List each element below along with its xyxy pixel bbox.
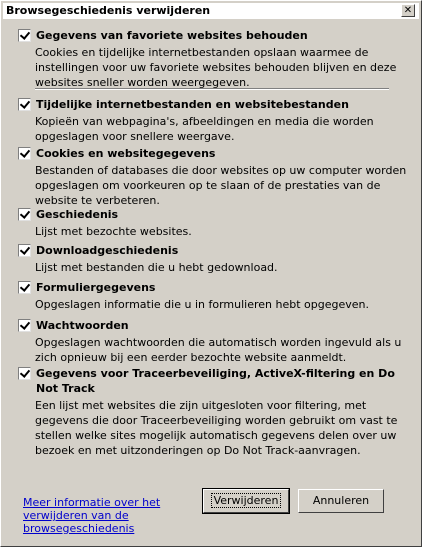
option-description: Een lijst met websites die zijn uitgesloten voor filtering, met gegevens die door Traceerbeveiliging worden gebruikt om vast te stellen welke sites mogelijk automatisch gegevens delen over uw bezoek en met uitzonderingen op Do Not Track-aanvragen. [35, 399, 398, 457]
option-form-data [18, 280, 408, 312]
title-bar [3, 3, 419, 19]
option-label[interactable]: Wachtwoorden [36, 319, 129, 332]
option-description: Kopieën van webpagina's, afbeeldingen en media die worden opgeslagen voor snellere weergave. [35, 115, 374, 143]
option-passwords [18, 318, 408, 365]
option-label[interactable]: Downloadgeschiedenis [36, 244, 179, 257]
option-download-history [18, 243, 408, 275]
cancel-button[interactable] [298, 489, 384, 513]
cancel-button-label: Annuleren [312, 494, 370, 507]
delete-button[interactable] [203, 489, 289, 513]
option-temporary-files [18, 97, 408, 144]
passwords-checkbox[interactable] [18, 319, 31, 332]
option-cookies [18, 146, 408, 208]
option-label[interactable]: Gegevens van favoriete websites behouden [36, 29, 308, 42]
download-history-checkbox[interactable] [18, 244, 31, 257]
option-label[interactable]: Geschiedenis [36, 208, 119, 221]
history-checkbox[interactable] [18, 208, 31, 221]
option-preserve-favorites [18, 28, 408, 90]
delete-button-label: Verwijderen [213, 494, 279, 507]
form-data-checkbox[interactable] [18, 281, 31, 294]
preserve-favorites-checkbox[interactable] [18, 29, 31, 42]
close-button[interactable] [401, 4, 415, 17]
option-label[interactable]: Gegevens voor Traceerbeveiliging, ActiveX-filtering en Do Not Track [36, 367, 395, 395]
option-description: Opgeslagen wachtwoorden die automatisch worden ingevuld als u zich opnieuw bij een eerder bezochte website aanmeldt. [35, 336, 402, 364]
option-description: Lijst met bestanden die u hebt gedownload. [35, 261, 278, 274]
option-label[interactable]: Tijdelijke internetbestanden en websitebestanden [36, 98, 349, 111]
option-label[interactable]: Cookies en websitegegevens [36, 147, 216, 160]
option-description: Bestanden of databases die door websites op uw computer worden opgeslagen om voorkeuren op te slaan of de prestaties van de website te verbeteren. [35, 164, 407, 207]
option-description: Cookies en tijdelijke internetbestanden opslaan waarmee de instellingen voor uw favoriete websites behouden blijven en deze websites sneller worden weergegeven. [35, 46, 397, 89]
close-icon: ✕ [403, 5, 413, 16]
option-description: Lijst met bezochte websites. [35, 225, 192, 238]
tracking-protection-checkbox[interactable] [18, 367, 31, 380]
dialog-title: Browsegeschiedenis verwijderen [6, 4, 211, 17]
help-link[interactable]: Meer informatie over het verwijderen van de browsegeschiedenis [23, 496, 161, 535]
option-description: Opgeslagen informatie die u in formulieren hebt opgegeven. [35, 298, 369, 311]
temporary-files-checkbox[interactable] [18, 98, 31, 111]
option-history [18, 207, 408, 239]
option-tracking-protection [18, 366, 408, 458]
option-label[interactable]: Formuliergegevens [36, 281, 156, 294]
separator [35, 88, 389, 90]
cookies-checkbox[interactable] [18, 147, 31, 160]
